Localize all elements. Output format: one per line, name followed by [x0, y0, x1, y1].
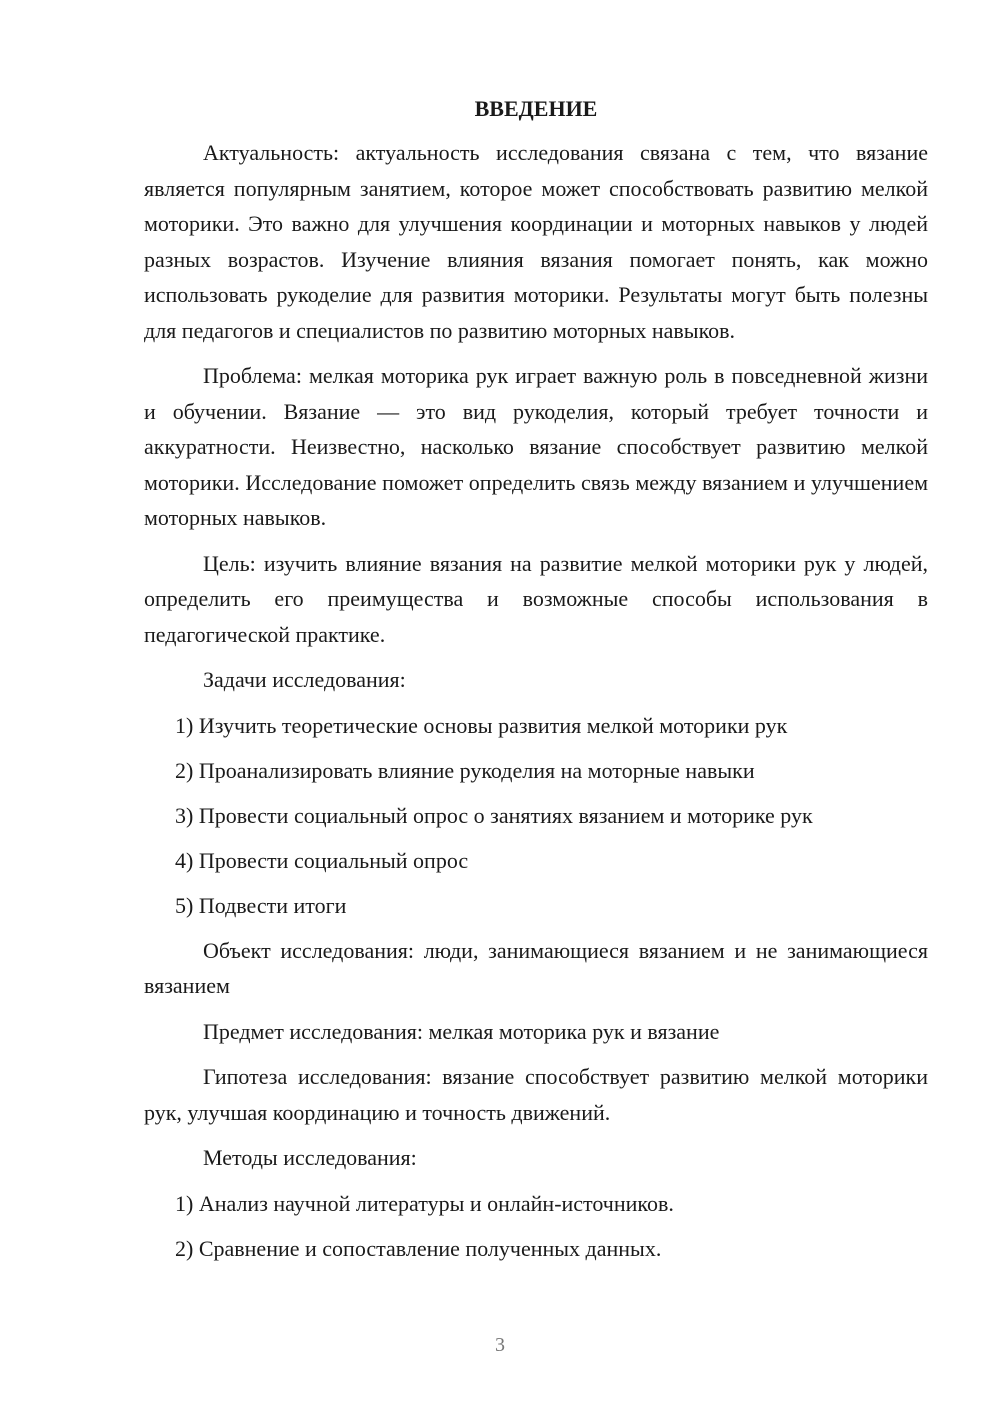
goal-paragraph: Цель: изучить влияние вязания на развитие мелкой моторики рук у людей, определить его преимущества и возможные способы использования в педагогической практике.: [144, 550, 928, 647]
section-heading: ВВЕДЕНИЕ: [474, 96, 598, 121]
task-item: 3) Провести социальный опрос о занятиях вязанием и моторике рук: [175, 802, 813, 828]
tasks-title: Задачи исследования:: [203, 667, 406, 692]
subject-paragraph: Предмет исследования: мелкая моторика рук и вязание: [203, 1018, 720, 1044]
task-item: 5) Подвести итоги: [175, 892, 347, 918]
relevance-paragraph: Актуальность: актуальность исследования связана с тем, что вязание является популярным занятием, которое может способствовать развитию мелкой моторики. Это важно для улучшения координации и моторных навыков у людей разных возрастов. Изучение влияния вязания помогает понять, как можно использовать рукоделие для развития моторики. Результаты могут быть полезны для педагогов и специалистов по развитию моторных навыков.: [144, 140, 928, 343]
page-number: 3: [495, 1334, 505, 1356]
task-item: 4) Провести социальный опрос: [175, 847, 469, 873]
document-page: [144, 94, 928, 1276]
object-paragraph: Объект исследования: люди, занимающиеся вязанием и не занимающиеся вязанием: [144, 937, 928, 998]
methods-title: Методы исследования:: [203, 1145, 417, 1170]
method-item: 1) Анализ научной литературы и онлайн-источников.: [175, 1190, 674, 1216]
method-item: 2) Сравнение и сопоставление полученных данных.: [175, 1235, 662, 1261]
task-item: 2) Проанализировать влияние рукоделия на моторные навыки: [175, 757, 755, 783]
task-item: 1) Изучить теоретические основы развития мелкой моторики рук: [175, 712, 788, 738]
hypothesis-paragraph: Гипотеза исследования: вязание способствует развитию мелкой моторики рук, улучшая координацию и точность движений.: [144, 1064, 928, 1125]
problem-paragraph: Проблема: мелкая моторика рук играет важную роль в повседневной жизни и обучении. Вязание — это вид рукоделия, который требует точности и аккуратности. Неизвестно, насколько вязание способствует развитию мелкой моторики. Исследование поможет определить связь между вязанием и улучшением моторных навыков.: [144, 363, 928, 530]
